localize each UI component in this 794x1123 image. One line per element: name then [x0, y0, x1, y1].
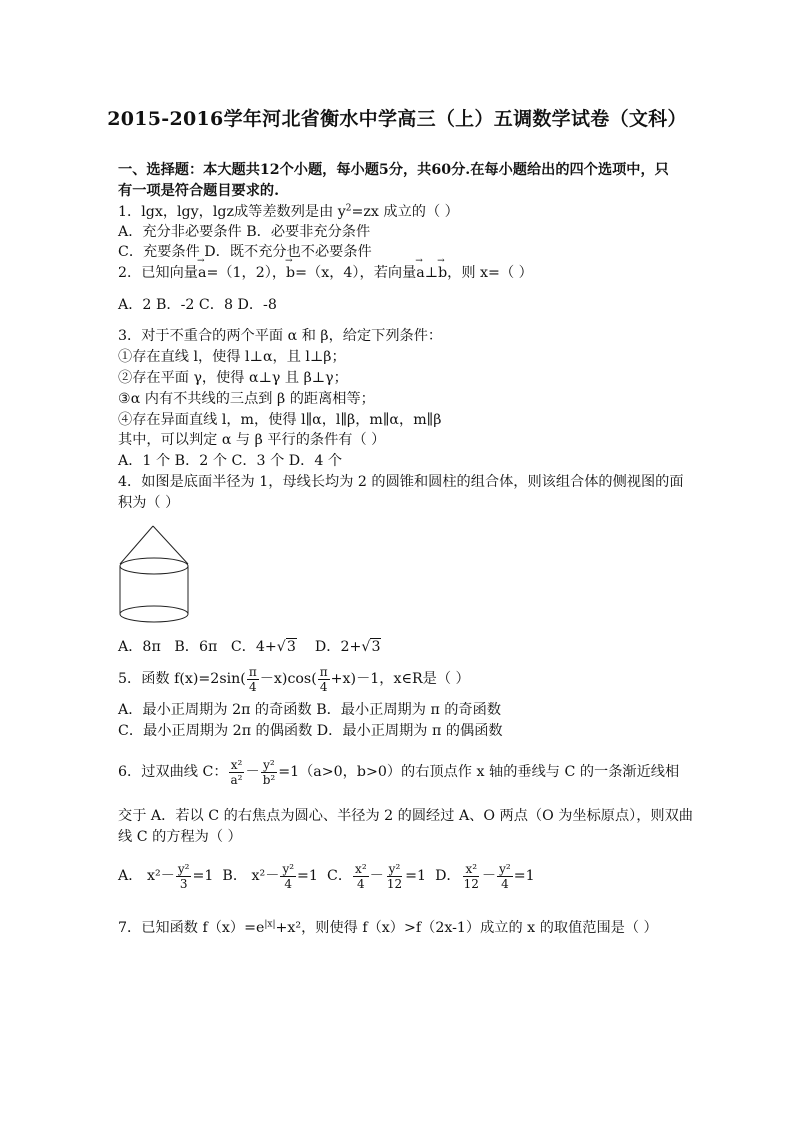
question-1-options-cd: C．充要条件 D．既不充分也不必要条件 [118, 244, 372, 260]
question-3-condition-4: ④存在异面直线 l，m，使得 l∥α，l∥β，m∥α，m∥β [118, 412, 442, 428]
question-4-stem-line1: 4．如图是底面半径为 1，母线长均为 2 的圆锥和圆柱的组合体，则该组合体的侧视图的面 [118, 474, 684, 490]
question-3-stem: 3．对于不重合的两个平面 α 和 β，给定下列条件： [118, 328, 443, 344]
question-7-stem: 7．已知函数 $f(x)=e^{|x|}+x^2$，则使得 f（x）>f（2x-1）成立的 x 的取值范围是（ ） [118, 919, 658, 936]
section-heading-line2: 有一项是符合题目要求的. [118, 183, 280, 199]
question-4-stem-line2: 积为（ ） [118, 495, 180, 511]
question-4-options: A．8π B．6π C．4+√3 D．2+√3 [118, 639, 381, 655]
question-3-options: A．1 个 B．2 个 C．3 个 D．4 个 [118, 453, 343, 469]
question-6-stem-line3: 线 C 的方程为（ ） [118, 829, 242, 845]
question-1-options-ab: A．充分非必要条件 B．必要非充分条件 [118, 224, 371, 240]
question-6-stem-line1: 6．过双曲线 C： $\frac{\text{x²}}{\text{a²}}$ － $\frac{\text{y²}}{\text{b²}}$ =1（a>0，b>0）的右顶点作 x 轴的垂线与 C 的一条渐近线相 [118, 757, 680, 787]
bottom-ellipse [120, 606, 188, 622]
question-3-condition-3: ③α 内有不共线的三点到 β 的距离相等； [118, 391, 375, 407]
question-3-condition-1: ①存在直线 l，使得 l⊥α，且 l⊥β； [118, 349, 346, 365]
question-5-options-ab: A．最小正周期为 2π 的奇函数 B．最小正周期为 π 的奇函数 [118, 702, 502, 718]
question-2-options: A．2 B．-2 C．8 D．-8 [118, 297, 277, 313]
top-ellipse [120, 558, 188, 574]
question-6-options: A． x²－ $\frac{\text{y²}}{3}$ =1 B． x²－ $\frac{\text{y²}}{4}$ =1 C． $\frac{\text{x²}}{4}$ － $\frac{\text{y²}}{12}$ =1 D． $\frac{\text{x²}}{12}$ － $\frac{\text{y²}}{4}$ =1 [118, 861, 535, 891]
question-3-ask: 其中，可以判定 α 与 β 平行的条件有（ ） [118, 432, 386, 448]
section-heading-line1: 一、选择题：本大题共12个小题，每小题5分，共60分.在每小题给出的四个选项中，只 [118, 162, 669, 178]
question-5-stem: 5．函数 f(x)=2sin( $\frac{\pi}{4}$ －x)cos( $\frac{\pi}{4}$ +x)－1，x∈R是（ ） [118, 664, 470, 694]
page-title: 2015-2016学年河北省衡水中学高三（上）五调数学试卷（文科） [107, 108, 687, 130]
question-3-condition-2: ②存在平面 γ，使得 α⊥γ 且 β⊥γ； [118, 370, 348, 386]
cone-cylinder-figure [112, 520, 202, 630]
question-2-stem: 2．已知向量→ a=（1，2），→ b=（x，4），若向量→ a⊥→ b，则 x=（ ） [118, 263, 533, 283]
question-1-stem: 1．lgx，lgy，lgz成等差数列是由 $y^2=zx$ 成立的（ ） [118, 203, 459, 220]
question-5-options-cd: C．最小正周期为 2π 的偶函数 D．最小正周期为 π 的偶函数 [118, 723, 503, 739]
question-6-stem-line2: 交于 A．若以 C 的右焦点为圆心、半径为 2 的圆经过 A、O 两点（O 为坐标原点），则双曲 [118, 808, 693, 824]
